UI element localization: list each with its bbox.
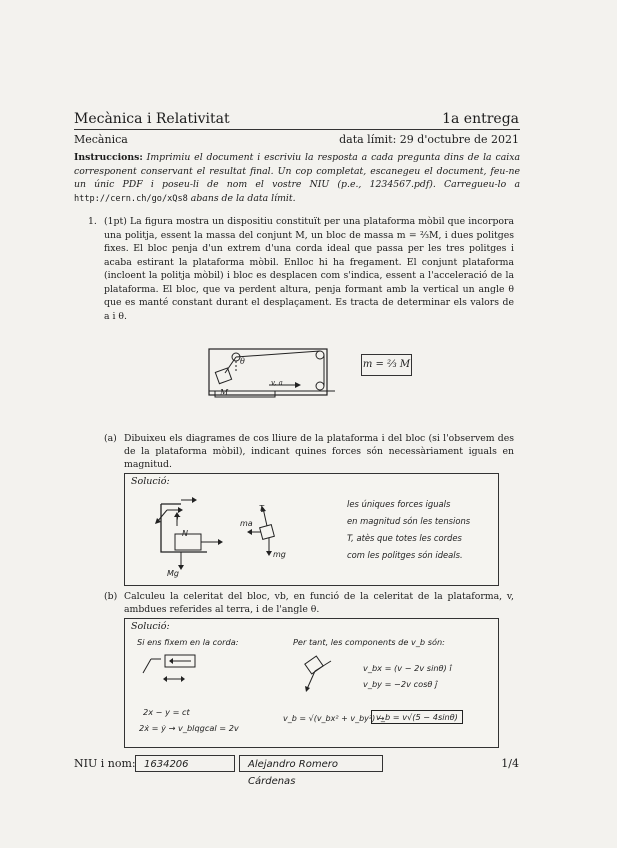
vb-magnitude: v_b = √(v_bx² + v_by²) → [283, 714, 385, 723]
components-note: Per tant, les components de v_b són: [293, 637, 445, 647]
fbd-Mg-label: Mg [167, 569, 179, 578]
velocity-sketch [285, 651, 355, 701]
answer-box-a[interactable] [124, 473, 499, 586]
handwriting-line: en magnitud són les tensions [347, 516, 471, 526]
page-number: 1/4 [501, 757, 519, 770]
vby-eq: v_by = −2v cosθ ĵ [363, 679, 438, 689]
rope-eq-2: 2ẋ = ẏ → v_blqgcal = 2v [139, 723, 239, 733]
handwriting-line: T, atès que totes les cordes [347, 533, 462, 543]
niu-label: NIU i nom: [74, 757, 136, 770]
fbd-block-T-label: T [259, 504, 264, 513]
figure-va-label: v, a [271, 379, 283, 387]
fbd-ma-label: ma [240, 519, 253, 528]
entrega-label: 1a entrega [442, 111, 519, 127]
instructions [74, 151, 520, 206]
upload-link[interactable]: http://cern.ch/go/xQs8 [74, 193, 188, 204]
part-a [104, 432, 514, 472]
fbd-platform [137, 496, 247, 576]
instructions-text: Imprimiu el document i escriviu la resposta a cada pregunta dins de la caixa corresponent conservant el resultat final. Un cop completat, escanegeu el document, feu-ne un únic PDF i poseu-li de nom el vostre NIU (p.e., 1234567.pdf). Carregueu-lo a [74, 152, 520, 190]
question-text: (1pt) La figura mostra un dispositiu constituït per una plataforma mòbil que incorpora una politja, essent la massa del conjunt M, un bloc de massa m = ⅔M, i dues politges fixes. El bloc penja d'un extrem d'una corda ideal que passa per les tres politges i acaba estirant la plataforma mòbil. Enlloc hi ha fregament. El conjunt plataforma (incloent la politja mòbil) i bloc es desplacen com s'indica, essent a l'acceleració de la plataforma. El bloc, que va perdent altura, penja formant amb la vertical un angle θ que es manté constant durant el desplaçament. Es tracta de determinar els valors de a i θ. [104, 216, 514, 322]
niu-field[interactable]: 1634206 [135, 755, 235, 772]
vbx-eq: v_bx = (v − 2v sinθ) î [363, 663, 452, 673]
solution-label-b: Solució: [131, 621, 170, 632]
figure-M-label: M [220, 388, 229, 397]
header-divider [74, 129, 520, 130]
fbd-N-label: N [182, 529, 188, 538]
solution-a-handwriting [347, 496, 497, 564]
fbd-T-label: T [175, 515, 180, 524]
document-title: Mecànica i Relativitat [74, 111, 230, 127]
part-a-text: Dibuixeu els diagrames de cos lliure de la plataforma i del bloc (si l'observem des de la plataforma mòbil), indicant quines forces són necessàriament iguals en magnitud. [124, 433, 514, 471]
handwriting-line: com les politges són ideals. [347, 550, 463, 560]
instructions-after-link: abans de la data límit. [190, 192, 296, 204]
question-number: 1. [88, 216, 97, 227]
instructions-label: Instruccions: [74, 152, 143, 163]
fbd-block [241, 502, 301, 567]
mass-formula-box: m = ⅔ M [361, 354, 412, 376]
vb-result-box: v_b = v√(5 − 4sinθ) [371, 710, 463, 724]
handwriting-line: les úniques forces iguals [347, 499, 451, 509]
figure-theta-label: θ [240, 357, 245, 366]
part-a-label: (a) [104, 433, 117, 444]
question-1 [88, 215, 514, 323]
fbd-mg-label: mg [273, 550, 286, 559]
subject-label: Mecànica [74, 133, 128, 146]
part-b [104, 590, 514, 616]
answer-box-b[interactable] [124, 618, 499, 748]
solution-label-a: Solució: [131, 476, 170, 487]
rope-sketch [137, 653, 227, 703]
deadline-label: data límit: 29 d'octubre de 2021 [339, 133, 519, 146]
name-field[interactable]: Alejandro Romero Cárdenas [239, 755, 383, 772]
part-b-text: Calculeu la celeritat del bloc, vb, en funció de la celeritat de la plataforma, v, ambdues referides al terra, i de l'angle θ. [124, 591, 514, 616]
rope-note: Si ens fixem en la corda: [137, 637, 239, 647]
part-b-label: (b) [104, 591, 118, 602]
rope-eq-1: 2x − y = ct [143, 707, 190, 717]
